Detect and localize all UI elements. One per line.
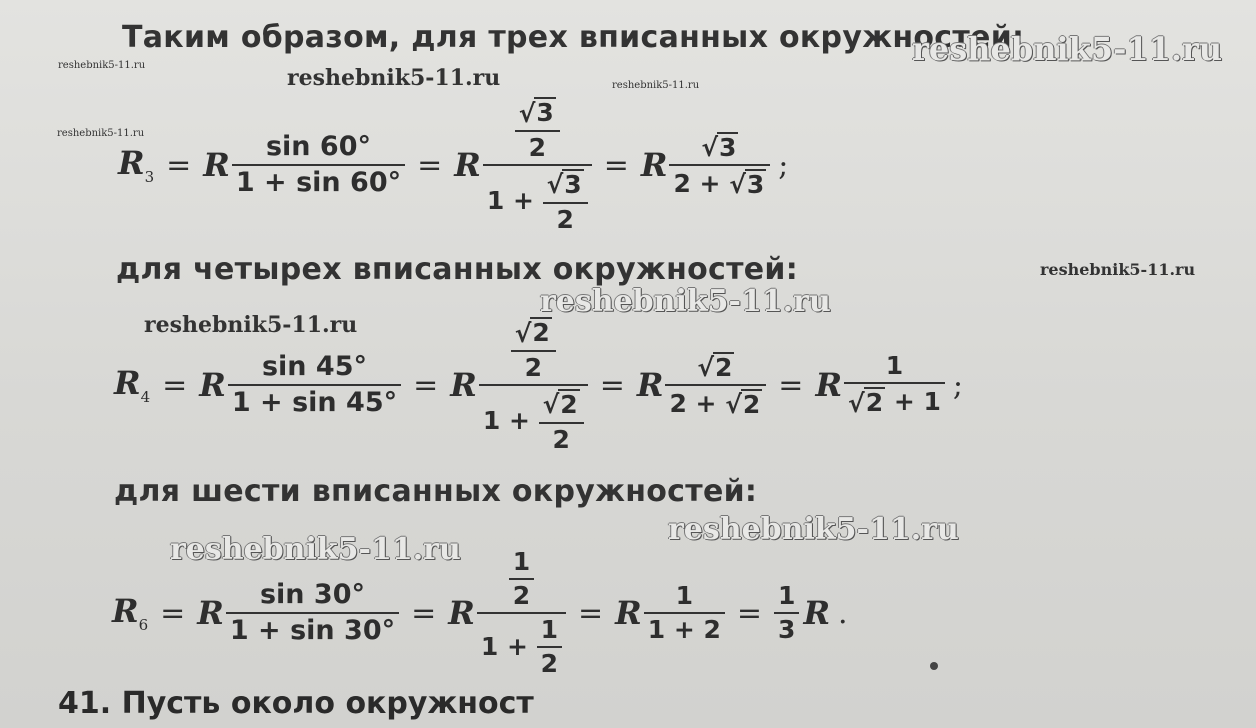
r3-symbol: $R_3$ — [118, 144, 155, 186]
heading-four-circles: для четырех вписанных окружностей: — [116, 252, 799, 287]
watermark: reshebnik5-11.ru — [1040, 260, 1196, 279]
r4-symbol: $R_4$ — [114, 364, 151, 406]
watermark: reshebnik5-11.ru — [170, 532, 461, 567]
simplified-fraction-r6: $\frac{1}{1 + 2}$ — [644, 583, 725, 644]
watermark: reshebnik5-11.ru — [612, 80, 700, 91]
next-problem-line: 41. Пусть около окружност — [58, 690, 534, 721]
equation-r3: $R_3$ = R $\frac{\sin 60^\circ}{1 + \sin 60^\circ}$ = R √ 3 2 1 + √ 3 2 = R √ 3 2 + √ 3 ; — [118, 98, 789, 234]
equation-r4: $R_4$ = R $\frac{\sin 45^\circ}{1 + \sin 45^\circ}$ = R √ 2 2 1 + √ 2 2 = R √ 2 2 + √ 2 = R 1 √ 2 + 1 ; — [114, 318, 963, 454]
equation-r6: $R_6$ = R $\frac{\sin 30^\circ}{1 + \sin 30^\circ}$ = R $\frac{1}{2}$ 1 + $\frac{1}{2}$ = R $\frac{1}{1 + 2}$ = $\frac{1}{3}$ R . — [112, 546, 848, 679]
heading-six-circles: для шести вписанных окружностей: — [114, 474, 758, 509]
heading-three-circles: Таким образом, для трех вписанных окружностей: — [122, 20, 1025, 55]
watermark: reshebnik5-11.ru — [668, 512, 959, 547]
nested-fraction-r3: √ 3 2 1 + √ 3 2 — [483, 97, 592, 233]
r6-symbol: $R_6$ — [112, 592, 149, 634]
watermark: reshebnik5-11.ru — [912, 30, 1223, 68]
simplified-fraction-r3: √ 3 2 + √ 3 — [669, 132, 770, 199]
watermark: reshebnik5-11.ru — [57, 128, 145, 139]
watermark: reshebnik5-11.ru — [144, 312, 358, 338]
watermark: reshebnik5-11.ru — [540, 284, 831, 319]
nested-fraction-r4: √ 2 2 1 + √ 2 2 — [479, 317, 588, 453]
watermark: reshebnik5-11.ru — [58, 60, 146, 71]
nested-fraction-r6: $\frac{1}{2}$ 1 + $\frac{1}{2}$ — [477, 549, 566, 678]
watermark: reshebnik5-11.ru — [287, 65, 501, 91]
sin45-fraction: $\frac{\sin 45^\circ}{1 + \sin 45^\circ}$ — [228, 353, 401, 418]
one-third-fraction: $\frac{1}{3}$ — [774, 583, 799, 644]
final-fraction-r4: 1 √ 2 + 1 — [844, 353, 945, 417]
simplified-fraction-r4: √ 2 2 + √ 2 — [665, 352, 766, 419]
ink-dot — [930, 662, 938, 670]
sin30-fraction: $\frac{\sin 30^\circ}{1 + \sin 30^\circ}$ — [226, 581, 399, 646]
sin60-fraction: $\frac{\sin 60^\circ}{1 + \sin 60^\circ}$ — [232, 133, 405, 198]
